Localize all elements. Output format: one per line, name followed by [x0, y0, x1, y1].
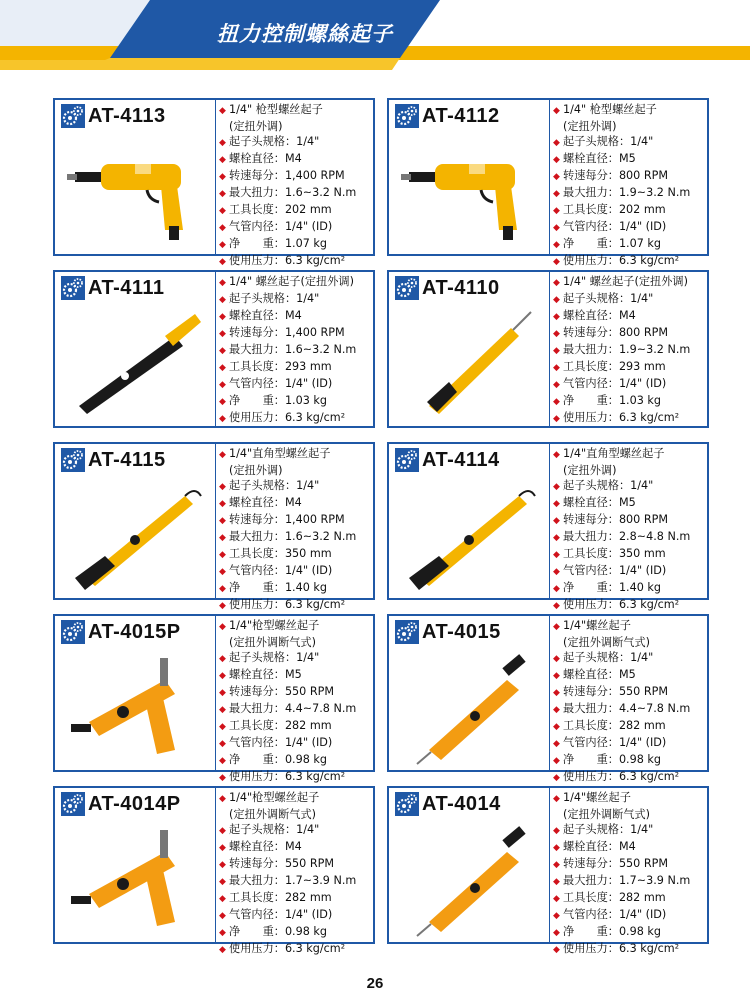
diamond-bullet-icon: ◆ [219, 533, 226, 543]
spec-row: ◆ 工具长度：202 mm [219, 202, 373, 219]
product-image-panel [55, 272, 216, 426]
spec-row: ◆ 工具长度：282 mm [553, 718, 707, 735]
product-card [53, 786, 375, 955]
product-card [387, 98, 709, 267]
diamond-bullet-icon: ◆ [553, 671, 560, 681]
diamond-bullet-icon: ◆ [219, 860, 226, 870]
diamond-bullet-icon: ◆ [553, 550, 560, 560]
gear-icon [61, 448, 85, 472]
diamond-bullet-icon: ◆ [219, 206, 226, 216]
spec-row: ◆ 净 重：0.98 kg [219, 924, 373, 941]
spec-row: ◆ 最大扭力：4.4~7.8 N.m [553, 701, 707, 718]
diamond-bullet-icon: ◆ [553, 688, 560, 698]
diamond-bullet-icon: ◆ [219, 739, 226, 749]
diamond-bullet-icon: ◆ [219, 773, 226, 783]
gear-icon [395, 620, 419, 644]
product-image-panel [55, 444, 216, 598]
spec-row: ◆ 最大扭力：4.4~7.8 N.m [219, 701, 373, 718]
diamond-bullet-icon: ◆ [553, 911, 560, 921]
spec-title: (定扭外调) [563, 464, 617, 477]
spec-list [219, 790, 373, 958]
spec-list [219, 618, 373, 786]
spec-row: ◆ 螺栓直径：M5 [553, 495, 707, 512]
straight-screwdriver-image [399, 650, 544, 765]
diamond-bullet-icon: ◆ [219, 450, 226, 460]
diamond-bullet-icon: ◆ [553, 240, 560, 250]
spec-row: ◆ 转速每分：1,400 RPM [219, 512, 373, 529]
angle-screwdriver-image [399, 478, 544, 593]
diamond-bullet-icon: ◆ [553, 346, 560, 356]
diamond-bullet-icon: ◆ [219, 877, 226, 887]
model-number: AT-4014P [88, 792, 181, 815]
diamond-bullet-icon: ◆ [553, 329, 560, 339]
spec-row: ◆ 转速每分：550 RPM [219, 684, 373, 701]
model-label [61, 448, 166, 472]
diamond-bullet-icon: ◆ [553, 601, 560, 611]
product-image-panel [55, 616, 216, 770]
diamond-bullet-icon: ◆ [553, 756, 560, 766]
spec-row: ◆ 使用压力：6.3 kg/cm² [553, 410, 707, 427]
gear-icon [61, 620, 85, 644]
spec-list [553, 618, 707, 786]
spec-row: ◆ 工具长度：350 mm [219, 546, 373, 563]
diamond-bullet-icon: ◆ [219, 223, 226, 233]
gear-icon [61, 792, 85, 816]
spec-row: ◆ 工具长度：293 mm [219, 359, 373, 376]
spec-row: ◆ 转速每分：1,400 RPM [219, 325, 373, 342]
spec-row: ◆ 净 重：1.40 kg [553, 580, 707, 597]
angle-screwdriver-image [65, 478, 210, 593]
model-label [395, 448, 500, 472]
spec-list [553, 274, 707, 427]
diamond-bullet-icon: ◆ [219, 826, 226, 836]
product-image-panel [389, 788, 550, 942]
spec-row: ◆ 工具长度：293 mm [553, 359, 707, 376]
diamond-bullet-icon: ◆ [219, 567, 226, 577]
diamond-bullet-icon: ◆ [219, 894, 226, 904]
spec-row: ◆ 转速每分：800 RPM [553, 325, 707, 342]
diamond-bullet-icon: ◆ [553, 945, 560, 955]
straight-screwdriver-image [65, 306, 210, 421]
spec-title: (定扭外调断气式) [563, 636, 651, 649]
diamond-bullet-icon: ◆ [219, 622, 226, 632]
spec-row: ◆ 螺栓直径：M5 [553, 151, 707, 168]
diamond-bullet-icon: ◆ [219, 312, 226, 322]
page-number: 26 [366, 975, 384, 992]
spec-row: ◆ 工具长度：202 mm [553, 202, 707, 219]
spec-row: ◆ 螺栓直径：M5 [219, 667, 373, 684]
model-number: AT-4111 [88, 276, 165, 299]
spec-title: ◆ 1/4"直角型螺丝起子 [219, 446, 373, 463]
spec-row: ◆ 最大扭力：1.6~3.2 N.m [219, 185, 373, 202]
diamond-bullet-icon: ◆ [553, 380, 560, 390]
spec-row: ◆ 净 重：1.07 kg [553, 236, 707, 253]
diamond-bullet-icon: ◆ [219, 329, 226, 339]
diamond-bullet-icon: ◆ [553, 172, 560, 182]
diamond-bullet-icon: ◆ [219, 295, 226, 305]
spec-title: ◆ 1/4" 枪型螺丝起子 [219, 102, 373, 119]
model-label [395, 276, 500, 300]
diamond-bullet-icon: ◆ [553, 826, 560, 836]
spec-title: ◆ 1/4" 枪型螺丝起子 [553, 102, 707, 119]
spec-row: ◆ 气管内径：1/4" (ID) [553, 563, 707, 580]
spec-row: ◆ 气管内径：1/4" (ID) [553, 907, 707, 924]
gear-icon [395, 792, 419, 816]
diamond-bullet-icon: ◆ [553, 223, 560, 233]
diamond-bullet-icon: ◆ [553, 206, 560, 216]
spec-row: ◆ 气管内径：1/4" (ID) [219, 219, 373, 236]
spec-list [553, 446, 707, 614]
diamond-bullet-icon: ◆ [553, 363, 560, 373]
model-label [395, 104, 500, 128]
straight-screwdriver-image [399, 822, 544, 937]
spec-row: ◆ 净 重：1.07 kg [219, 236, 373, 253]
product-card [387, 270, 709, 428]
spec-title: ◆ 1/4"螺丝起子 [553, 618, 707, 635]
spec-row: ◆ 气管内径：1/4" (ID) [553, 219, 707, 236]
spec-row: ◆ 起子头规格：1/4" [219, 134, 373, 151]
spec-title: (定扭外调断气式) [229, 808, 317, 821]
spec-title: ◆ 1/4"螺丝起子 [553, 790, 707, 807]
product-image-panel [55, 100, 216, 254]
diamond-bullet-icon: ◆ [219, 516, 226, 526]
spec-row: ◆ 最大扭力：1.7~3.9 N.m [553, 873, 707, 890]
diamond-bullet-icon: ◆ [553, 499, 560, 509]
spec-list [219, 274, 373, 427]
diamond-bullet-icon: ◆ [553, 189, 560, 199]
diamond-bullet-icon: ◆ [553, 794, 560, 804]
spec-list [553, 790, 707, 958]
diamond-bullet-icon: ◆ [553, 584, 560, 594]
spec-row: ◆ 使用压力：6.3 kg/cm² [553, 253, 707, 270]
spec-row: ◆ 螺栓直径：M4 [553, 308, 707, 325]
spec-row: ◆ 转速每分：800 RPM [553, 512, 707, 529]
diamond-bullet-icon: ◆ [219, 671, 226, 681]
diamond-bullet-icon: ◆ [553, 278, 560, 288]
diamond-bullet-icon: ◆ [553, 257, 560, 267]
diamond-bullet-icon: ◆ [219, 172, 226, 182]
diamond-bullet-icon: ◆ [553, 106, 560, 116]
model-number: AT-4112 [422, 104, 500, 127]
spec-row: ◆ 起子头规格：1/4" [553, 291, 707, 308]
spec-row: ◆ 起子头规格：1/4" [553, 650, 707, 667]
spec-row: ◆ 最大扭力：1.6~3.2 N.m [219, 342, 373, 359]
diamond-bullet-icon: ◆ [219, 601, 226, 611]
model-label [61, 276, 165, 300]
diamond-bullet-icon: ◆ [553, 397, 560, 407]
diamond-bullet-icon: ◆ [553, 705, 560, 715]
diamond-bullet-icon: ◆ [219, 584, 226, 594]
spec-row: ◆ 工具长度：282 mm [219, 890, 373, 907]
spec-row: ◆ 螺栓直径：M4 [219, 839, 373, 856]
spec-title: (定扭外调) [563, 120, 617, 133]
spec-row: ◆ 净 重：1.03 kg [219, 393, 373, 410]
spec-row: ◆ 使用压力：6.3 kg/cm² [219, 597, 373, 614]
spec-row: ◆ 起子头规格：1/4" [219, 291, 373, 308]
diamond-bullet-icon: ◆ [219, 722, 226, 732]
diamond-bullet-icon: ◆ [553, 894, 560, 904]
model-number: AT-4110 [422, 276, 500, 299]
spec-row: ◆ 转速每分：1,400 RPM [219, 168, 373, 185]
spec-row: ◆ 起子头规格：1/4" [553, 822, 707, 839]
spec-title: ◆ 1/4"直角型螺丝起子 [553, 446, 707, 463]
diamond-bullet-icon: ◆ [553, 928, 560, 938]
diamond-bullet-icon: ◆ [553, 860, 560, 870]
diamond-bullet-icon: ◆ [553, 877, 560, 887]
spec-row: ◆ 净 重：0.98 kg [219, 752, 373, 769]
diamond-bullet-icon: ◆ [553, 533, 560, 543]
spec-row: ◆ 最大扭力：1.6~3.2 N.m [219, 529, 373, 546]
spec-row: ◆ 工具长度：282 mm [553, 890, 707, 907]
product-card [53, 270, 375, 428]
diamond-bullet-icon: ◆ [219, 363, 226, 373]
diamond-bullet-icon: ◆ [553, 722, 560, 732]
diamond-bullet-icon: ◆ [219, 380, 226, 390]
model-number: AT-4114 [422, 448, 500, 471]
diamond-bullet-icon: ◆ [553, 773, 560, 783]
spec-list [219, 446, 373, 614]
diamond-bullet-icon: ◆ [219, 189, 226, 199]
spec-row: ◆ 螺栓直径：M5 [553, 667, 707, 684]
spec-row: ◆ 螺栓直径：M4 [219, 308, 373, 325]
diamond-bullet-icon: ◆ [553, 138, 560, 148]
spec-row: ◆ 起子头规格：1/4" [219, 650, 373, 667]
spec-row: ◆ 起子头规格：1/4" [219, 822, 373, 839]
spec-row: ◆ 起子头规格：1/4" [553, 134, 707, 151]
spec-row: ◆ 转速每分：800 RPM [553, 168, 707, 185]
model-number: AT-4015 [422, 620, 501, 643]
product-image-panel [389, 616, 550, 770]
diamond-bullet-icon: ◆ [219, 843, 226, 853]
model-label [61, 792, 181, 816]
product-card [53, 442, 375, 611]
model-label [61, 620, 181, 644]
spec-row: ◆ 使用压力：6.3 kg/cm² [219, 253, 373, 270]
model-number: AT-4014 [422, 792, 501, 815]
gear-icon [395, 276, 419, 300]
diamond-bullet-icon: ◆ [219, 482, 226, 492]
pistol-screwdriver-image [399, 134, 544, 249]
spec-title: (定扭外调断气式) [563, 808, 651, 821]
diamond-bullet-icon: ◆ [219, 928, 226, 938]
product-image-panel [389, 444, 550, 598]
diamond-bullet-icon: ◆ [219, 257, 226, 267]
spec-row: ◆ 螺栓直径：M4 [553, 839, 707, 856]
spec-row: ◆ 气管内径：1/4" (ID) [219, 735, 373, 752]
gear-icon [61, 276, 85, 300]
model-number: AT-4115 [88, 448, 166, 471]
product-card [387, 442, 709, 611]
spec-title: ◆ 1/4"枪型螺丝起子 [219, 790, 373, 807]
spec-row: ◆ 起子头规格：1/4" [553, 478, 707, 495]
diamond-bullet-icon: ◆ [219, 138, 226, 148]
spec-row: ◆ 气管内径：1/4" (ID) [219, 376, 373, 393]
spec-list [553, 102, 707, 270]
spec-row: ◆ 转速每分：550 RPM [219, 856, 373, 873]
diamond-bullet-icon: ◆ [553, 567, 560, 577]
diamond-bullet-icon: ◆ [219, 155, 226, 165]
diamond-bullet-icon: ◆ [553, 654, 560, 664]
spec-row: ◆ 使用压力：6.3 kg/cm² [553, 597, 707, 614]
spec-title: ◆ 1/4"枪型螺丝起子 [219, 618, 373, 635]
diamond-bullet-icon: ◆ [553, 295, 560, 305]
diamond-bullet-icon: ◆ [553, 622, 560, 632]
diamond-bullet-icon: ◆ [219, 688, 226, 698]
spec-row: ◆ 最大扭力：1.9~3.2 N.m [553, 342, 707, 359]
diamond-bullet-icon: ◆ [553, 843, 560, 853]
diamond-bullet-icon: ◆ [219, 397, 226, 407]
spec-row: ◆ 最大扭力：1.7~3.9 N.m [219, 873, 373, 890]
diamond-bullet-icon: ◆ [553, 450, 560, 460]
pistol-screwdriver-image [65, 822, 210, 937]
diamond-bullet-icon: ◆ [219, 106, 226, 116]
diamond-bullet-icon: ◆ [219, 945, 226, 955]
spec-row: ◆ 转速每分：550 RPM [553, 856, 707, 873]
product-card [387, 614, 709, 783]
spec-row: ◆ 最大扭力：2.8~4.8 N.m [553, 529, 707, 546]
diamond-bullet-icon: ◆ [553, 516, 560, 526]
model-number: AT-4015P [88, 620, 181, 643]
diamond-bullet-icon: ◆ [219, 654, 226, 664]
diamond-bullet-icon: ◆ [219, 414, 226, 424]
spec-row: ◆ 使用压力：6.3 kg/cm² [219, 410, 373, 427]
spec-row: ◆ 使用压力：6.3 kg/cm² [219, 941, 373, 958]
model-number: AT-4113 [88, 104, 166, 127]
pistol-screwdriver-image [65, 650, 210, 765]
spec-row: ◆ 螺栓直径：M4 [219, 495, 373, 512]
spec-title: (定扭外调断气式) [229, 636, 317, 649]
gear-icon [61, 104, 85, 128]
product-card [387, 786, 709, 955]
spec-row: ◆ 净 重：0.98 kg [553, 924, 707, 941]
diamond-bullet-icon: ◆ [219, 240, 226, 250]
product-image-panel [55, 788, 216, 942]
product-image-panel [389, 272, 550, 426]
diamond-bullet-icon: ◆ [219, 278, 226, 288]
spec-title: (定扭外调) [229, 464, 283, 477]
spec-row: ◆ 工具长度：282 mm [219, 718, 373, 735]
straight-screwdriver-image [399, 306, 544, 421]
diamond-bullet-icon: ◆ [219, 550, 226, 560]
diamond-bullet-icon: ◆ [553, 739, 560, 749]
diamond-bullet-icon: ◆ [219, 499, 226, 509]
diamond-bullet-icon: ◆ [219, 794, 226, 804]
pistol-screwdriver-image [65, 134, 210, 249]
spec-row: ◆ 净 重：0.98 kg [553, 752, 707, 769]
spec-row: ◆ 螺栓直径：M4 [219, 151, 373, 168]
diamond-bullet-icon: ◆ [553, 414, 560, 424]
diamond-bullet-icon: ◆ [219, 911, 226, 921]
product-card [53, 98, 375, 267]
spec-row: ◆ 净 重：1.40 kg [219, 580, 373, 597]
spec-row: ◆ 最大扭力：1.9~3.2 N.m [553, 185, 707, 202]
diamond-bullet-icon: ◆ [553, 482, 560, 492]
spec-title: ◆ 1/4" 螺丝起子(定扭外调) [219, 274, 373, 291]
product-image-panel [389, 100, 550, 254]
model-label [395, 792, 501, 816]
spec-row: ◆ 工具长度：350 mm [553, 546, 707, 563]
spec-list [219, 102, 373, 270]
spec-row: ◆ 气管内径：1/4" (ID) [219, 563, 373, 580]
diamond-bullet-icon: ◆ [553, 155, 560, 165]
gear-icon [395, 104, 419, 128]
spec-row: ◆ 净 重：1.03 kg [553, 393, 707, 410]
spec-row: ◆ 气管内径：1/4" (ID) [553, 735, 707, 752]
model-label [61, 104, 166, 128]
spec-row: ◆ 气管内径：1/4" (ID) [553, 376, 707, 393]
model-label [395, 620, 501, 644]
product-card [53, 614, 375, 783]
spec-row: ◆ 气管内径：1/4" (ID) [219, 907, 373, 924]
page-header [0, 0, 750, 70]
diamond-bullet-icon: ◆ [219, 346, 226, 356]
diamond-bullet-icon: ◆ [219, 756, 226, 766]
spec-title: (定扭外调) [229, 120, 283, 133]
gear-icon [395, 448, 419, 472]
spec-row: ◆ 转速每分：550 RPM [553, 684, 707, 701]
diamond-bullet-icon: ◆ [553, 312, 560, 322]
page-title: 扭力控制螺絲起子 [217, 22, 393, 46]
spec-row: ◆ 使用压力：6.3 kg/cm² [219, 769, 373, 786]
spec-title: ◆ 1/4" 螺丝起子(定扭外调) [553, 274, 707, 291]
spec-row: ◆ 使用压力：6.3 kg/cm² [553, 769, 707, 786]
spec-row: ◆ 使用压力：6.3 kg/cm² [553, 941, 707, 958]
spec-row: ◆ 起子头规格：1/4" [219, 478, 373, 495]
diamond-bullet-icon: ◆ [219, 705, 226, 715]
